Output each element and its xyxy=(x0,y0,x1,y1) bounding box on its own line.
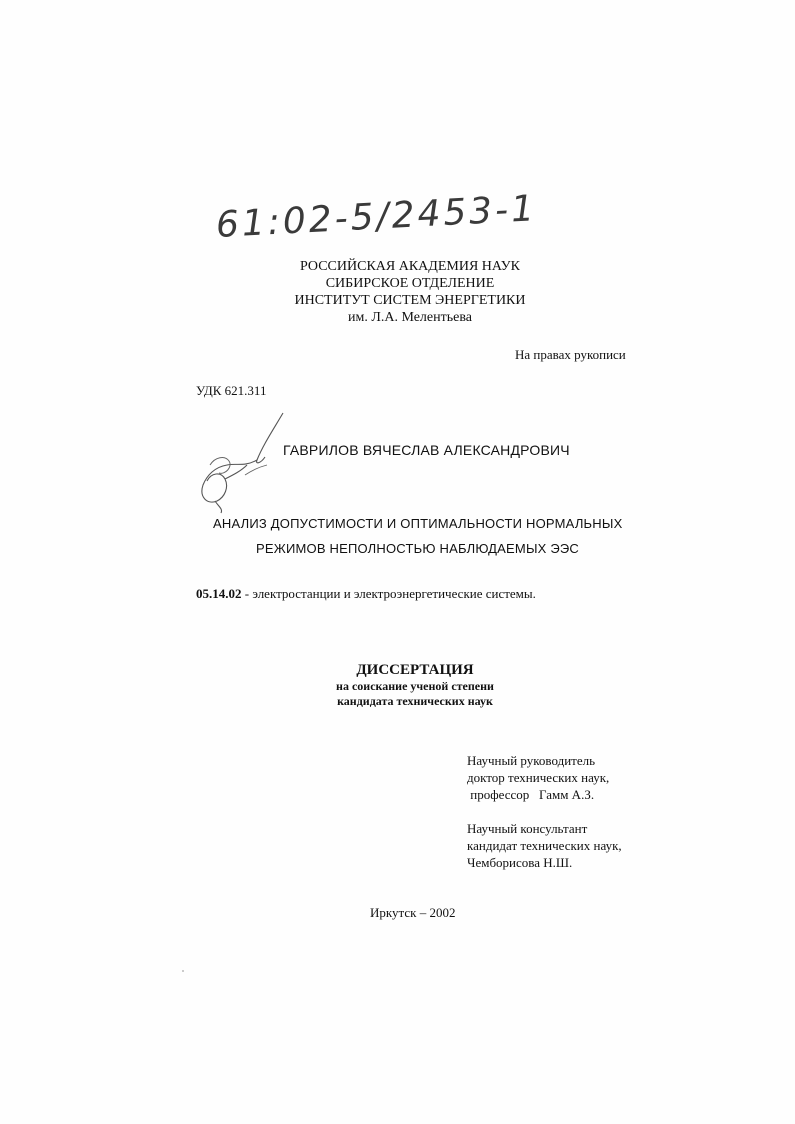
handwritten-catalog-number: 61:02-5/2453-1 xyxy=(215,188,538,246)
consultant-role: Научный консультант xyxy=(467,821,588,836)
specialty-separator: - xyxy=(241,586,253,601)
supervisor-degree: доктор технических наук, xyxy=(467,770,610,785)
dissertation-degree-line: на соискание ученой степени xyxy=(336,679,494,693)
institution-header xyxy=(200,258,620,326)
institution-academy: РОССИЙСКАЯ АКАДЕМИЯ НАУК xyxy=(299,259,521,274)
institution-dedication: им. Л.А. Мелентьева xyxy=(348,310,472,325)
rights-notice: На правах рукописи xyxy=(515,347,626,362)
dissertation-title-line-1: АНАЛИЗ ДОПУСТИМОСТИ И ОПТИМАЛЬНОСТИ НОРМАЛЬНЫХ xyxy=(213,516,623,531)
dissertation-block xyxy=(255,661,575,709)
consultant-degree: кандидат технических наук, xyxy=(467,838,622,853)
supervisor-role: Научный руководитель xyxy=(467,753,596,768)
consultant-name: Чемборисова Н.Ш. xyxy=(467,855,573,870)
dissertation-title-line-2: РЕЖИМОВ НЕПОЛНОСТЬЮ НАБЛЮДАЕМЫХ ЭЭС xyxy=(256,541,580,556)
institution-branch: СИБИРСКОЕ ОТДЕЛЕНИЕ xyxy=(325,276,495,291)
signature-image xyxy=(185,405,295,515)
specialty-name: электростанции и электроэнергетические системы. xyxy=(252,586,536,601)
specialty xyxy=(196,586,536,602)
advisors-spacer xyxy=(467,803,622,820)
author-name: ГАВРИЛОВ ВЯЧЕСЛАВ АЛЕКСАНДРОВИЧ xyxy=(283,442,570,458)
institution-name: ИНСТИТУТ СИСТЕМ ЭНЕРГЕТИКИ xyxy=(294,293,526,308)
supervisor-name: профессор Гамм А.З. xyxy=(467,787,595,802)
specialty-code: 05.14.02 xyxy=(196,586,242,601)
city-year: Иркутск – 2002 xyxy=(370,905,456,920)
udk-code: УДК 621.311 xyxy=(196,383,267,398)
dissertation-heading: ДИССЕРТАЦИЯ xyxy=(356,662,474,678)
advisors-block xyxy=(467,752,622,871)
dissertation-field-line: кандидата технических наук xyxy=(337,694,493,708)
scan-speck xyxy=(182,970,184,972)
